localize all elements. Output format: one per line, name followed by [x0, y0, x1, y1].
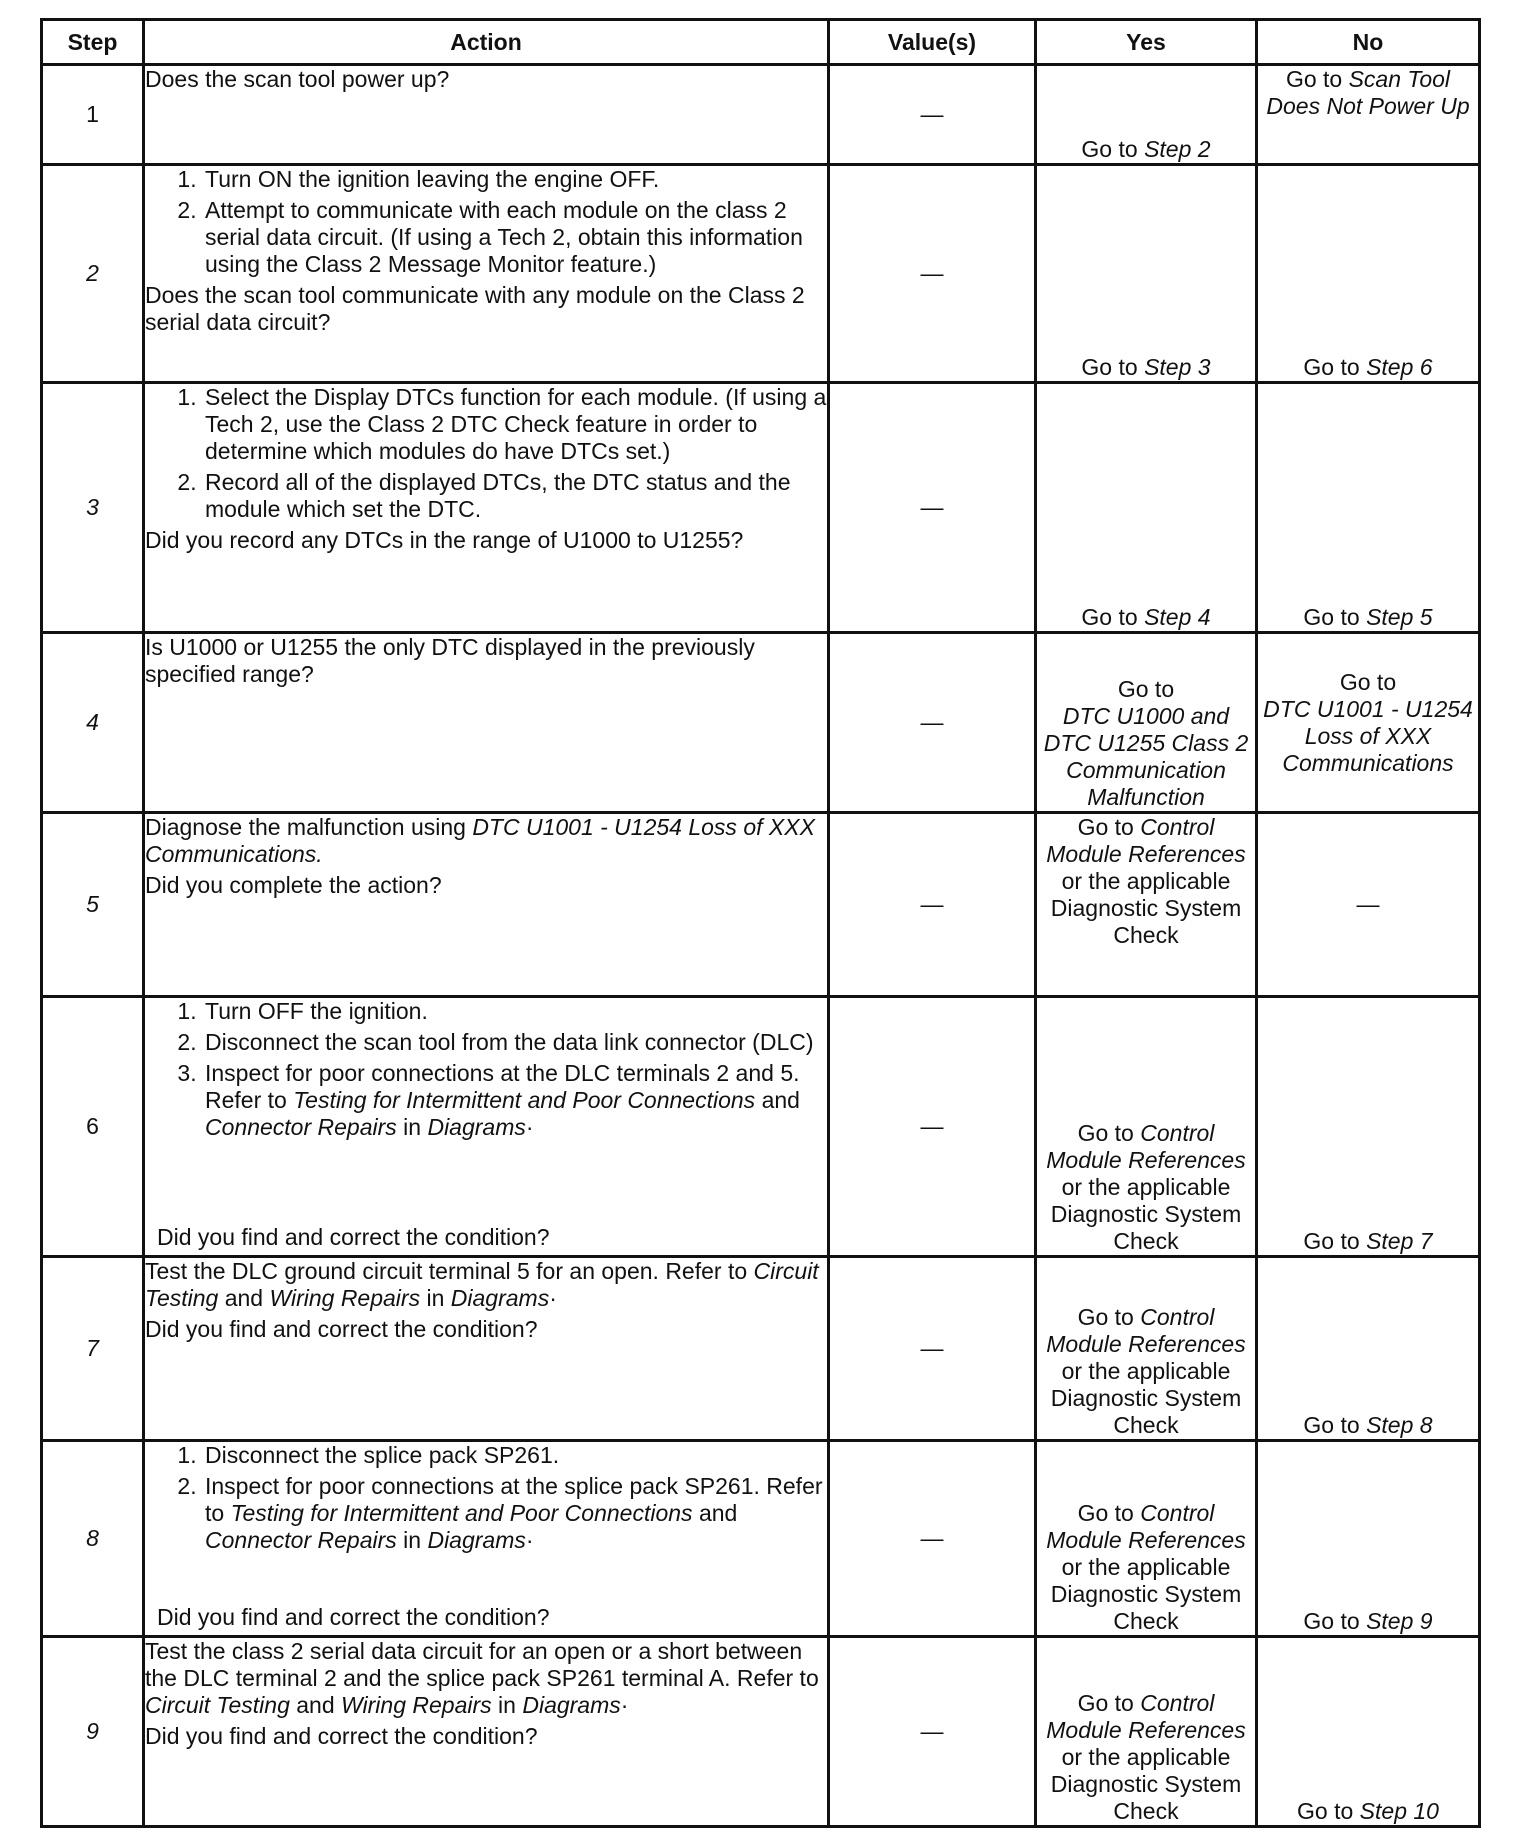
no-cell — [1257, 65, 1480, 165]
action-step-item: 1. Turn ON the ignition leaving the engine OFF. — [203, 166, 827, 193]
table-row-step-3 — [42, 383, 1480, 633]
action-cell — [144, 65, 829, 165]
in-text: in — [403, 1114, 422, 1140]
in-text: in — [498, 1692, 516, 1718]
no-cell — [1257, 1257, 1480, 1441]
value-cell — [829, 165, 1036, 383]
diagrams-link[interactable]: Diagrams — [450, 1285, 550, 1311]
question-text: Did you find and correct the condition? — [145, 1723, 538, 1749]
step-number: 8 — [42, 1441, 144, 1637]
action-step-item: 1. Turn OFF the ignition. — [203, 998, 827, 1025]
step-number: 2 — [42, 165, 144, 383]
action-step-item: 2. Inspect for poor connections at the splice pack SP261. Refer to Testing for Intermittent and Poor Connections and Connector Repairs in Diagrams· — [203, 1473, 827, 1554]
yes-prefix: Go to — [1081, 604, 1138, 630]
action-step-item: 1. Disconnect the splice pack SP261. — [203, 1442, 827, 1469]
header-no: No — [1257, 20, 1480, 65]
no-prefix: Go to — [1303, 1412, 1360, 1438]
action-link[interactable]: DTC U1001 - U1254 Loss of XXX Communications. — [145, 814, 815, 867]
yes-link[interactable]: Step 4 — [1144, 604, 1211, 630]
action-link[interactable]: Wiring Repairs — [341, 1692, 492, 1718]
value-dash: — — [920, 1525, 944, 1551]
action-cell — [144, 633, 829, 813]
yes-prefix: Go to — [1077, 814, 1134, 840]
action-lead-text: Test the DLC ground circuit terminal 5 for an open. Refer to — [145, 1258, 748, 1284]
yes-suffix: or the applicable Diagnostic System Check — [1050, 1174, 1242, 1254]
yes-cell — [1036, 997, 1257, 1257]
value-dash: — — [920, 101, 944, 127]
yes-prefix: Go to — [1077, 1304, 1134, 1330]
diagnostic-table — [40, 18, 1481, 1828]
value-dash: — — [920, 1718, 944, 1744]
no-prefix: Go to — [1303, 1608, 1360, 1634]
no-cell — [1257, 1637, 1480, 1827]
action-link[interactable]: Wiring Repairs — [269, 1285, 421, 1311]
action-cell — [144, 813, 829, 997]
in-text: in — [403, 1527, 422, 1553]
question-text: Did you record any DTCs in the range of U1000 to U1255? — [145, 527, 744, 553]
and-text: and — [761, 1087, 800, 1113]
no-prefix: Go to — [1303, 1228, 1360, 1254]
yes-link[interactable]: Step 2 — [1144, 136, 1211, 162]
yes-link[interactable]: Control Module References — [1046, 1690, 1246, 1743]
question-text: Did you find and correct the condition? — [157, 1224, 550, 1250]
action-step-text: Inspect for poor connections at the splice pack SP261. Refer to — [205, 1473, 823, 1526]
action-cell — [144, 1441, 829, 1637]
step-number: 3 — [42, 383, 144, 633]
value-dash: — — [920, 1335, 944, 1361]
action-cell — [144, 165, 829, 383]
step-number: 7 — [42, 1257, 144, 1441]
and-text: and — [698, 1500, 738, 1526]
diagrams-link[interactable]: Diagrams — [427, 1527, 526, 1553]
yes-cell — [1036, 165, 1257, 383]
action-cell — [144, 997, 829, 1257]
action-cell — [144, 1637, 829, 1827]
value-cell — [829, 997, 1036, 1257]
yes-suffix: or the applicable Diagnostic System Check — [1050, 868, 1242, 948]
value-dash: — — [920, 1113, 944, 1139]
value-cell — [829, 1441, 1036, 1637]
value-dash: — — [920, 260, 944, 286]
action-step-item: 2. Attempt to communicate with each module on the class 2 serial data circuit. (If using a Tech 2, obtain this information using the Class 2 Message Monitor feature.) — [203, 197, 827, 278]
table-row-step-7 — [42, 1257, 1480, 1441]
step-number: 4 — [42, 633, 144, 813]
no-cell — [1257, 633, 1480, 813]
yes-suffix: or the applicable Diagnostic System Check — [1050, 1358, 1242, 1438]
no-prefix: Go to — [1339, 668, 1397, 695]
yes-link[interactable]: DTC U1000 and DTC U1255 Class 2 Communication Malfunction — [1043, 703, 1249, 810]
no-prefix: Go to — [1303, 604, 1360, 630]
yes-cell — [1036, 1441, 1257, 1637]
action-cell — [144, 383, 829, 633]
action-text: Test the class 2 serial data circuit for an open or a short between the DLC terminal 2 and the splice pack SP261 terminal A. Refer to Circuit Testing and Wiring Repairs in Diagrams· — [145, 1638, 819, 1718]
header-step: Step — [42, 20, 144, 65]
question-text: Is U1000 or U1255 the only DTC displayed in the previously specified range? — [145, 634, 755, 687]
yes-link[interactable]: Control Module References — [1046, 1500, 1246, 1553]
table-row-step-4 — [42, 633, 1480, 813]
action-step-item: 3. Inspect for poor connections at the DLC terminals 2 and 5. Refer to Testing for Intermittent and Poor Connections and Connector Repairs in Diagrams· — [203, 1060, 827, 1141]
yes-link[interactable]: Control Module References — [1046, 1120, 1246, 1173]
value-cell — [829, 65, 1036, 165]
table-row-step-9 — [42, 1637, 1480, 1827]
header-action: Action — [144, 20, 829, 65]
yes-suffix: or the applicable Diagnostic System Check — [1050, 1744, 1242, 1824]
value-cell — [829, 1637, 1036, 1827]
no-link[interactable]: Step 10 — [1359, 1798, 1439, 1824]
action-link[interactable]: Testing for Intermittent and Poor Connections — [293, 1087, 756, 1113]
no-prefix: Go to — [1285, 66, 1343, 92]
table-row-step-5 — [42, 813, 1480, 997]
question-text: Does the scan tool power up? — [145, 66, 450, 92]
value-cell — [829, 633, 1036, 813]
no-cell — [1257, 383, 1480, 633]
yes-cell — [1036, 383, 1257, 633]
no-link[interactable]: Scan Tool Does Not Power Up — [1266, 66, 1470, 119]
action-link[interactable]: Testing for Intermittent and Poor Connections — [230, 1500, 693, 1526]
value-cell — [829, 813, 1036, 997]
table-row-step-8 — [42, 1441, 1480, 1637]
in-text: in — [426, 1285, 445, 1311]
action-step-text: Inspect for poor connections at the DLC terminals 2 and 5. Refer to — [205, 1060, 800, 1113]
table-row-step-1 — [42, 65, 1480, 165]
no-link[interactable]: DTC U1001 - U1254 Loss of XXX Communications — [1263, 695, 1473, 776]
yes-cell — [1036, 1637, 1257, 1827]
value-dash: — — [920, 891, 944, 917]
yes-cell — [1036, 65, 1257, 165]
action-link[interactable]: Connector Repairs — [205, 1114, 397, 1140]
value-cell — [829, 383, 1036, 633]
table-row-step-2 — [42, 165, 1480, 383]
action-step-item: 2. Record all of the displayed DTCs, the DTC status and the module which set the DTC. — [203, 469, 827, 523]
no-prefix: Go to — [1297, 1798, 1354, 1824]
action-steps — [145, 384, 827, 523]
diagrams-link[interactable]: Diagrams — [427, 1114, 526, 1140]
action-cell — [144, 1257, 829, 1441]
action-link[interactable]: Circuit Testing — [145, 1692, 290, 1718]
action-step-item: 2. Disconnect the scan tool from the data link connector (DLC) — [203, 1029, 827, 1056]
step-number: 1 — [42, 65, 144, 165]
no-text: — — [1356, 891, 1380, 917]
yes-cell — [1036, 633, 1257, 813]
yes-prefix: Go to — [1081, 354, 1138, 380]
no-cell — [1257, 997, 1480, 1257]
action-text: Test the DLC ground circuit terminal 5 for an open. Refer to Circuit Testing and Wiring Repairs in Diagrams· — [145, 1258, 819, 1311]
action-lead-text: Test the class 2 serial data circuit for an open or a short between the DLC terminal 2 and the splice pack SP261 terminal A. Refer to — [145, 1638, 819, 1691]
question-text: Did you complete the action? — [145, 872, 442, 898]
yes-suffix: or the applicable Diagnostic System Check — [1050, 1554, 1242, 1634]
table-row-step-6 — [42, 997, 1480, 1257]
yes-link[interactable]: Step 3 — [1144, 354, 1211, 380]
step-number: 9 — [42, 1637, 144, 1827]
yes-link[interactable]: Control Module References — [1046, 1304, 1246, 1357]
action-lead-text: Diagnose the malfunction using — [145, 814, 466, 840]
value-dash: — — [920, 494, 944, 520]
no-cell — [1257, 1441, 1480, 1637]
no-link[interactable]: Step 9 — [1366, 1608, 1433, 1634]
yes-prefix: Go to — [1077, 1500, 1134, 1526]
header-values: Value(s) — [829, 20, 1036, 65]
diagrams-link[interactable]: Diagrams — [522, 1692, 621, 1718]
no-cell — [1257, 813, 1480, 997]
action-step-item: 1. Select the Display DTCs function for each module. (If using a Tech 2, use the Class 2 DTC Check feature in order to determine which modules do have DTCs set.) — [203, 384, 827, 465]
step-number: 5 — [42, 813, 144, 997]
yes-link[interactable]: Control Module References — [1046, 814, 1246, 867]
header-row — [42, 20, 1480, 65]
question-text: Did you find and correct the condition? — [145, 1316, 538, 1342]
action-text — [145, 814, 827, 868]
value-dash: — — [920, 709, 944, 735]
action-steps — [145, 998, 827, 1141]
no-cell — [1257, 165, 1480, 383]
no-link[interactable]: Step 5 — [1366, 604, 1433, 630]
action-steps — [145, 1442, 827, 1554]
step-number: 6 — [42, 997, 144, 1257]
and-text: and — [296, 1692, 335, 1718]
no-link[interactable]: Step 6 — [1366, 354, 1433, 380]
value-cell — [829, 1257, 1036, 1441]
question-text: Did you find and correct the condition? — [157, 1604, 550, 1630]
yes-prefix: Go to — [1081, 136, 1138, 162]
question-text: Does the scan tool communicate with any module on the Class 2 serial data circuit? — [145, 282, 805, 335]
no-link[interactable]: Step 8 — [1366, 1412, 1433, 1438]
yes-prefix: Go to — [1117, 676, 1175, 702]
header-yes: Yes — [1036, 20, 1257, 65]
yes-cell — [1036, 813, 1257, 997]
action-link[interactable]: Circuit Testing — [145, 1258, 819, 1311]
no-prefix: Go to — [1303, 354, 1360, 380]
and-text: and — [224, 1285, 264, 1311]
yes-prefix: Go to — [1077, 1120, 1134, 1146]
yes-prefix: Go to — [1077, 1690, 1134, 1716]
action-steps — [145, 166, 827, 278]
yes-cell — [1036, 1257, 1257, 1441]
action-link[interactable]: Connector Repairs — [205, 1527, 397, 1553]
no-link[interactable]: Step 7 — [1366, 1228, 1433, 1254]
